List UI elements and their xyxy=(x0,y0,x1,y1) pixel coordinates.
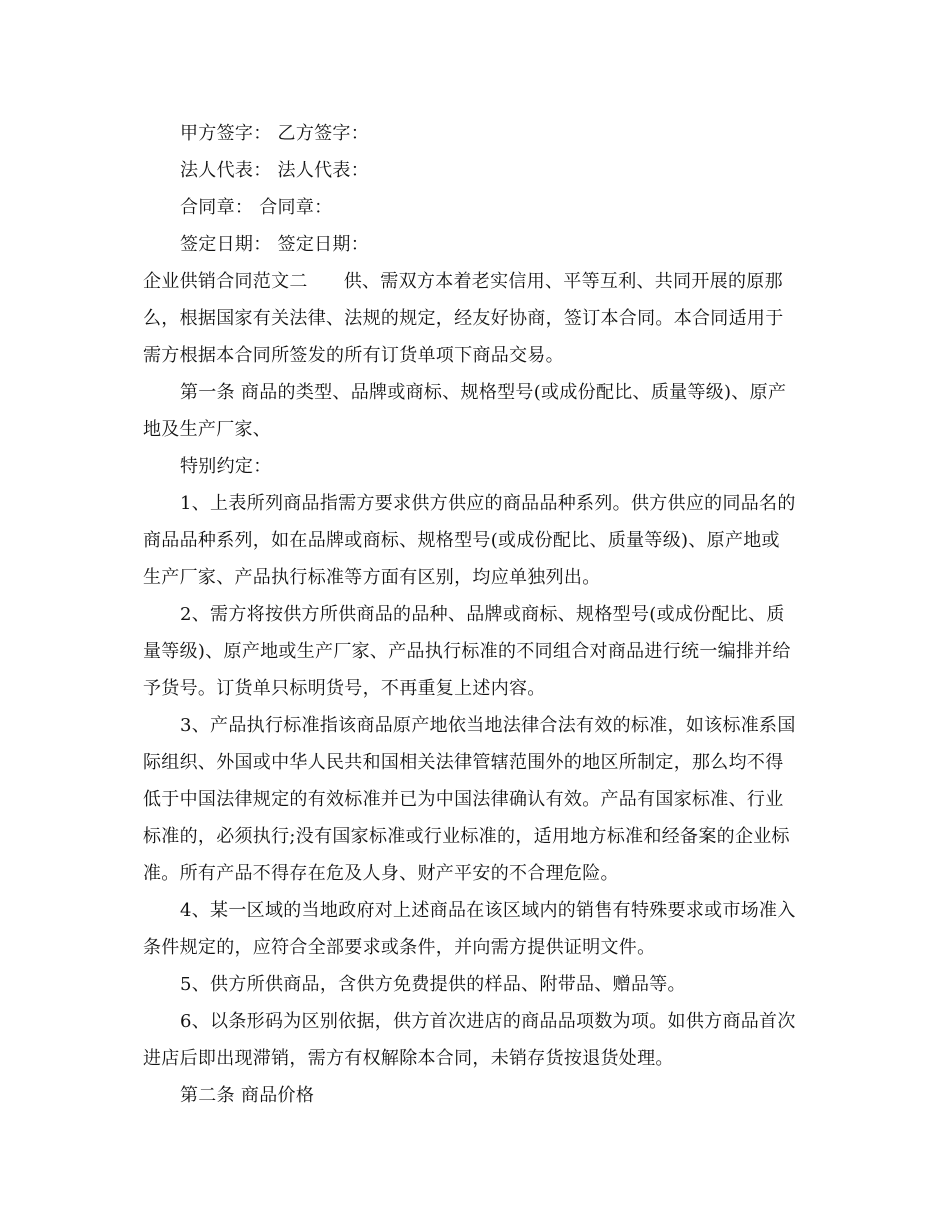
clause-3-line: 3、产品执行标准指该商品原产地依当地法律合法有效的标准，如该标准系国 xyxy=(180,715,796,736)
contract-title: 企业供销合同范文二 xyxy=(143,271,308,292)
clause-4-line: 4、某一区域的当地政府对上述商品在该区域内的销售有特殊要求或市场准入 xyxy=(180,900,796,921)
clause-6-line: 6、以条形码为区别依据，供方首次进店的商品品项数为项。如供方商品首次 xyxy=(180,1011,796,1032)
paragraph-line: 予货号。订货单只标明货号，不再重复上述内容。 xyxy=(143,678,546,699)
article-one-heading: 第一条 商品的类型、品牌或商标、规格型号(或成份配比、质量等级)、原产 xyxy=(180,382,787,403)
clause-2-line: 2、需方将按供方所供商品的品种、品牌或商标、规格型号(或成份配比、质 xyxy=(180,604,785,625)
special-terms-heading: 特别约定： xyxy=(180,456,272,477)
paragraph-line: 量等级)、原产地或生产厂家、产品执行标准的不同组合对商品进行统一编排并给 xyxy=(143,641,791,662)
article-two-heading: 第二条 商品价格 xyxy=(180,1085,315,1106)
paragraph-line: 低于中国法律规定的有效标准并已为中国法律确认有效。产品有国家标准、行业 xyxy=(143,789,784,810)
document-body xyxy=(143,115,808,1114)
paragraph-line: 际组织、外国或中华人民共和国相关法律管辖范围外的地区所制定，那么均不得 xyxy=(143,752,784,773)
clause-5-line: 5、供方所供商品，含供方免费提供的样品、附带品、赠品等。 xyxy=(180,974,686,995)
paragraph-line: 进店后即出现滞销，需方有权解除本合同，未销存货按退货处理。 xyxy=(143,1048,674,1069)
paragraph-line: 地及生产厂家、 xyxy=(143,419,272,440)
paragraph-line: 标准的，必须执行;没有国家标准或行业标准的，适用地方标准和经备案的企业标 xyxy=(143,826,790,847)
intro-text: 供、需双方本着老实信用、平等互利、共同开展的原那 xyxy=(343,271,783,292)
paragraph-line: 准。所有产品不得存在危及人身、财产平安的不合理危险。 xyxy=(143,863,619,884)
signing-date-line: 签定日期： 签定日期： xyxy=(180,234,370,255)
contract-seal-line: 合同章： 合同章： xyxy=(180,197,333,218)
contract-intro-line xyxy=(143,263,808,300)
paragraph-line: 条件规定的，应符合全部要求或条件，并向需方提供证明文件。 xyxy=(143,937,656,958)
paragraph-line: 生产厂家、产品执行标准等方面有区别，均应单独列出。 xyxy=(143,567,601,588)
signature-line: 甲方签字： 乙方签字： xyxy=(180,123,370,144)
paragraph-line: 么，根据国家有关法律、法规的规定，经友好协商，签订本合同。本合同适用于 xyxy=(143,308,784,329)
paragraph-line: 商品品种系列，如在品牌或商标、规格型号(或成份配比、质量等级)、原产地或 xyxy=(143,530,780,551)
clause-1-line: 1、上表所列商品指需方要求供方供应的商品品种系列。供方供应的同品名的 xyxy=(180,493,796,514)
paragraph-line: 需方根据本合同所签发的所有订货单项下商品交易。 xyxy=(143,345,564,366)
legal-representative-line: 法人代表： 法人代表： xyxy=(180,160,370,181)
